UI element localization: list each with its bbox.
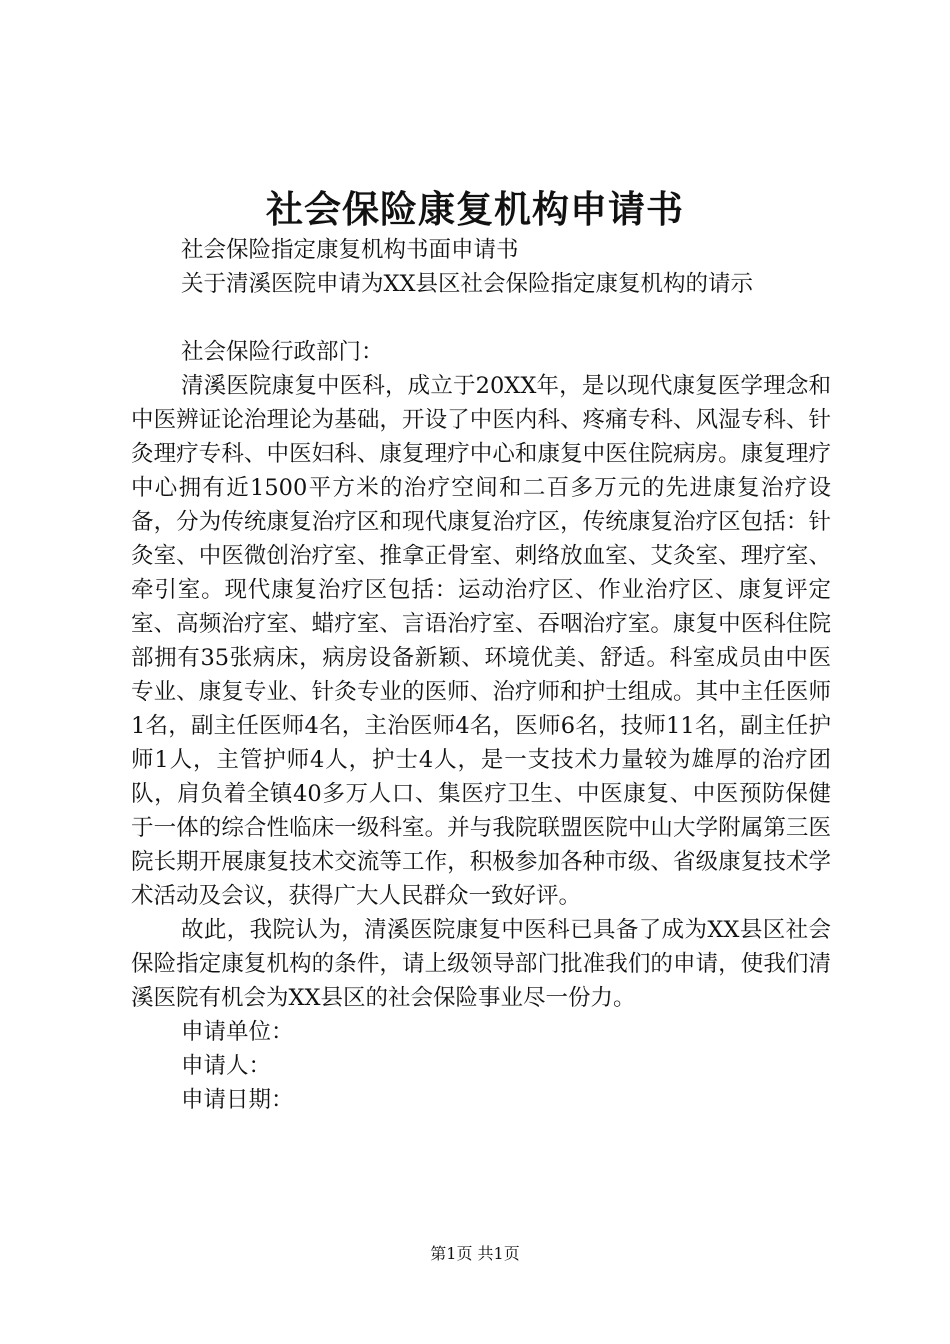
body-paragraph-1: 清溪医院康复中医科，成立于20XX年，是以现代康复医学理念和中医辨证论治理论为基础，开设了中医内科、疼痛专科、风湿专科、针灸理疗专科、中医妇科、康复理疗中心和康复中医住院病房。康复理疗中心拥有近1500平方米的治疗空间和二百多万元的先进康复治疗设备，分为传统康复治疗区和现代康复治疗区，传统康复治疗区包括：针灸室、中医微创治疗室、推拿正骨室、刺络放血室、艾灸室、理疗室、牵引室。现代康复治疗区包括：运动治疗区、作业治疗区、康复评定室、高频治疗室、蜡疗室、言语治疗室、吞咽治疗室。康复中医科住院部拥有35张病床，病房设备新颖、环境优美、舒适。科室成员由中医专业、康复专业、针灸专业的医师、治疗师和护士组成。其中主任医师1名，副主任医师4名，主治医师4名，医师6名，技师11名，副主任护师1人，主管护师4人，护士4人，是一支技术力量较为雄厚的治疗团队，肩负着全镇40多万人口、集医疗卫生、中医康复、中医预防保健于一体的综合性临床一级科室。并与我院联盟医院中山大学附属第三医院长期开展康复技术交流等工作，积极参加各种市级、省级康复技术学术活动及会议，获得广大人民群众一致好评。: [131, 373, 831, 909]
applicant-field: 申请人：: [181, 1053, 272, 1079]
document-subtitle: 社会保险指定康复机构书面申请书: [181, 237, 519, 263]
document-title: 社会保险康复机构申请书: [266, 187, 684, 231]
page-footer: 第1页 共1页: [430, 1244, 520, 1263]
blank-line: [131, 301, 831, 335]
salutation: 社会保险行政部门：: [181, 339, 384, 365]
document-body: [131, 233, 831, 1117]
body-paragraph-2: 故此，我院认为，清溪医院康复中医科已具备了成为XX县区社会保险指定康复机构的条件，请上级领导部门批准我们的申请，使我们清溪医院有机会为XX县区的社会保险事业尽一份力。: [131, 917, 831, 1011]
applicant-unit-field: 申请单位：: [181, 1019, 294, 1045]
apply-date-field: 申请日期：: [181, 1087, 294, 1113]
request-title: 关于清溪医院申请为XX县区社会保险指定康复机构的请示: [181, 271, 754, 297]
